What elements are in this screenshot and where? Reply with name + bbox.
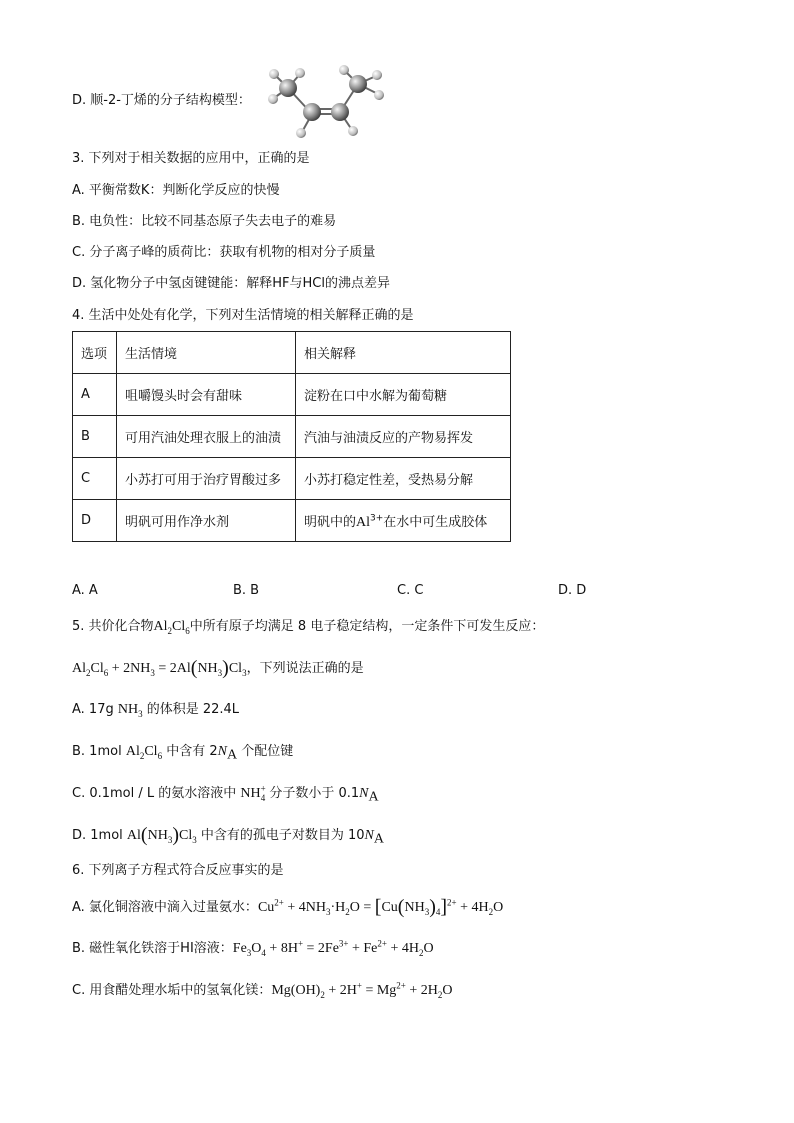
q5-option-b[interactable]: B. 1mol $Al_2Cl_6$ 中含有 $2N_A$ 个配位键 xyxy=(72,744,294,763)
q4-table xyxy=(72,331,511,542)
q5-option-d[interactable]: D. 1mol $Al(NH_3)Cl_3$ 中含有的孤电子对数目为 $10N_A$ xyxy=(72,824,385,847)
cell-explanation: 汽油与油渍反应的产物易挥发 xyxy=(296,416,511,458)
q6-option-c[interactable]: C. 用食醋处理水垢中的氢氧化镁：$Mg(OH)_2 + 2H^+ = Mg^{2+} + 2H_2O$ xyxy=(72,980,453,1000)
cell-scene: 小苏打可用于治疗胃酸过多 xyxy=(117,458,296,500)
cell-scene: 可用汽油处理衣服上的油渍 xyxy=(117,416,296,458)
cell-label: A xyxy=(73,374,117,416)
table-row xyxy=(73,458,511,500)
q6-option-a[interactable]: A. 氯化铜溶液中滴入过量氨水：$Cu^{2+} + 4NH_3\cdot H_2O = [Cu(NH_3)_4]^{2+} + 4H_2O$ xyxy=(72,896,504,918)
q5-option-c[interactable]: C. 0.1mol / L 的氨水溶液中 $NH^+_4$ 分子数小于 $0.1N_A$ xyxy=(72,783,379,805)
q3-option-d[interactable]: D. 氢化物分子中氢卤键键能：解释HF与HCl的沸点差异 xyxy=(72,276,390,291)
q4-choice-a[interactable]: A. A xyxy=(72,583,98,598)
cell-scene: 明矾可用作净水剂 xyxy=(117,500,296,542)
table-row xyxy=(73,500,511,542)
q4-choice-c[interactable]: C. C xyxy=(397,583,424,598)
table-row xyxy=(73,374,511,416)
cell-explanation: 明矾中的$Al^{3+}$在水中可生成胶体 xyxy=(296,500,511,542)
table-header-row xyxy=(73,332,511,374)
table-row xyxy=(73,416,511,458)
cell-explanation: 小苏打稳定性差，受热易分解 xyxy=(296,458,511,500)
q5-option-a[interactable]: A. 17g $NH_3$ 的体积是 22.4L xyxy=(72,702,240,719)
q3-option-a[interactable]: A. 平衡常数K：判断化学反应的快慢 xyxy=(72,183,280,198)
q2-option-d xyxy=(72,92,251,110)
q5-stem: 5. 共价化合物$Al_2Cl_6$中所有原子均满足 8 电子稳定结构，一定条件下可发生反应： xyxy=(72,619,545,636)
cell-label: D xyxy=(73,500,117,542)
header-scene: 生活情境 xyxy=(117,332,296,374)
header-option: 选项 xyxy=(73,332,117,374)
cell-explanation: 淀粉在口中水解为葡萄糖 xyxy=(296,374,511,416)
molecule-model-icon xyxy=(260,62,390,142)
cell-scene: 咀嚼馒头时会有甜味 xyxy=(117,374,296,416)
q6-option-b[interactable]: B. 磁性氧化铁溶于HI溶液：$Fe_3O_4 + 8H^+ = 2Fe^{3+} + Fe^{2+} + 4H_2O$ xyxy=(72,938,434,958)
q2-option-d-text: D. 顺-2-丁烯的分子结构模型： xyxy=(72,93,251,108)
q3-stem: 3. 下列对于相关数据的应用中，正确的是 xyxy=(72,151,310,166)
q4-stem: 4. 生活中处处有化学，下列对生活情境的相关解释正确的是 xyxy=(72,308,414,323)
cell-label: C xyxy=(73,458,117,500)
q4-choice-d[interactable]: D. D xyxy=(558,583,587,598)
q6-stem: 6. 下列离子方程式符合反应事实的是 xyxy=(72,863,284,878)
q3-option-b[interactable]: B. 电负性：比较不同基态原子失去电子的难易 xyxy=(72,214,337,229)
q5-equation: $Al_2Cl_6 + 2NH_3 = 2Al(NH_3)Cl_3$，下列说法正确的是 xyxy=(72,657,364,679)
cell-label: B xyxy=(73,416,117,458)
header-explanation: 相关解释 xyxy=(296,332,511,374)
q3-option-c[interactable]: C. 分子离子峰的质荷比：获取有机物的相对分子质量 xyxy=(72,245,376,260)
q4-choice-b[interactable]: B. B xyxy=(233,583,260,598)
